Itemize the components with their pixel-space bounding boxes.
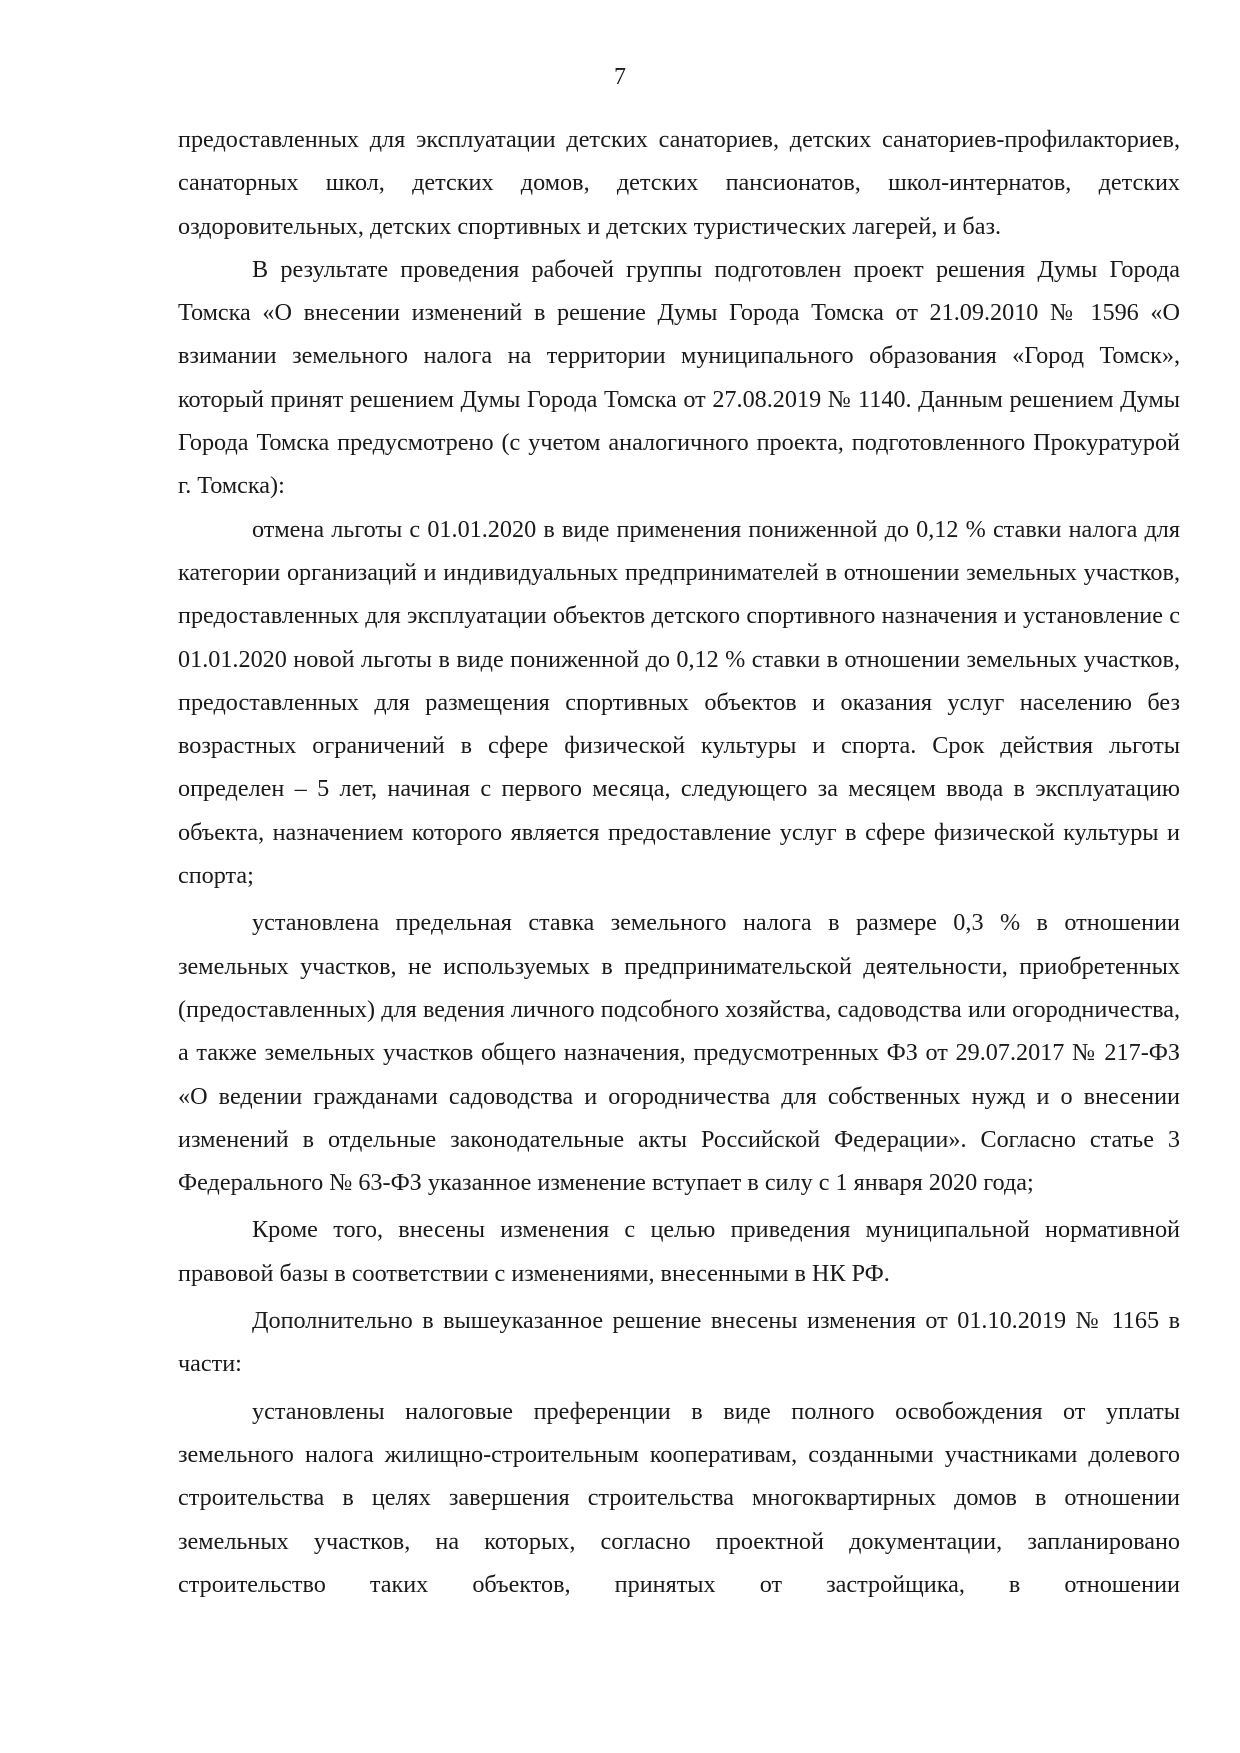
paragraph-tax-rate: установлена предельная ставка земельного налога в размере 0,3 % в отношении земельных участков, не используемых в предпринимательской деятельности, приобретенных (предоставленных) для ведения личного подсобного хозяйства, садоводства или огородничества, а также земельных участков общего назначения, предусмотренных ФЗ от 29.07.2017 № 217-ФЗ «О ведении гражданами садоводства и огородничества для собственных нужд и о внесении изменений в отдельные законодательные акты Российской Федерации». Согласно статье 3 Федерального № 63-ФЗ указанное изменение вступает в силу с 1 января 2020 года; — [178, 909, 1180, 1197]
document-body — [178, 118, 1180, 1606]
paragraph-tax-preferences: установлены налоговые преференции в виде полного освобождения от уплаты земельного налога жилищно-строительным кооперативам, созданными участниками долевого строительства в целях завершения строительства многоквартирных домов в отношении земельных участков, на которых, согласно проектной документации, запланировано строительство таких объектов, принятых от застройщика, в отношении — [178, 1397, 1180, 1598]
paragraph-nk-changes: Кроме того, внесены изменения с целью приведения муниципальной нормативной правовой базы в соответствии с изменениями, внесенными в НК РФ. — [178, 1216, 1180, 1287]
paragraph-benefit-cancellation: отмена льготы с 01.01.2020 в виде применения пониженной до 0,12 % ставки налога для категории организаций и индивидуальных предпринимателей в отношении земельных участков, предоставленных для эксплуатации объектов детского спортивного назначения и установление с 01.01.2020 новой льготы в виде пониженной до 0,12 % ставки в отношении земельных участков, предоставленных для размещения спортивных объектов и оказания услуг населению без возрастных ограничений в сфере физической культуры и спорта. Срок действия льготы определен – 5 лет, начиная с первого месяца, следующего за месяцем ввода в эксплуатацию объекта, назначением которого является предоставление услуг в сфере физической культуры и спорта; — [178, 515, 1180, 890]
paragraph-working-group: В результате проведения рабочей группы подготовлен проект решения Думы Города Томска «О внесении изменений в решение Думы Города Томска от 21.09.2010 № 1596 «О взимании земельного налога на территории муниципального образования «Город Томск», который принят решением Думы Города Томска от 27.08.2019 № 1140. Данным решением Думы Города Томска предусмотрено (с учетом аналогичного проекта, подготовленного Прокуратурой г. Томска): — [178, 255, 1180, 500]
paragraph-additional-changes: Дополнительно в вышеуказанное решение внесены изменения от 01.10.2019 № 1165 в части: — [178, 1307, 1180, 1378]
page-number: 7 — [614, 64, 626, 90]
paragraph-continuation: предоставленных для эксплуатации детских санаториев, детских санаториев-профилакториев, санаторных школ, детских домов, детских пансионатов, школ-интернатов, детских оздоровительных, детских спортивных и детских туристических лагерей, и баз. — [178, 126, 1180, 240]
